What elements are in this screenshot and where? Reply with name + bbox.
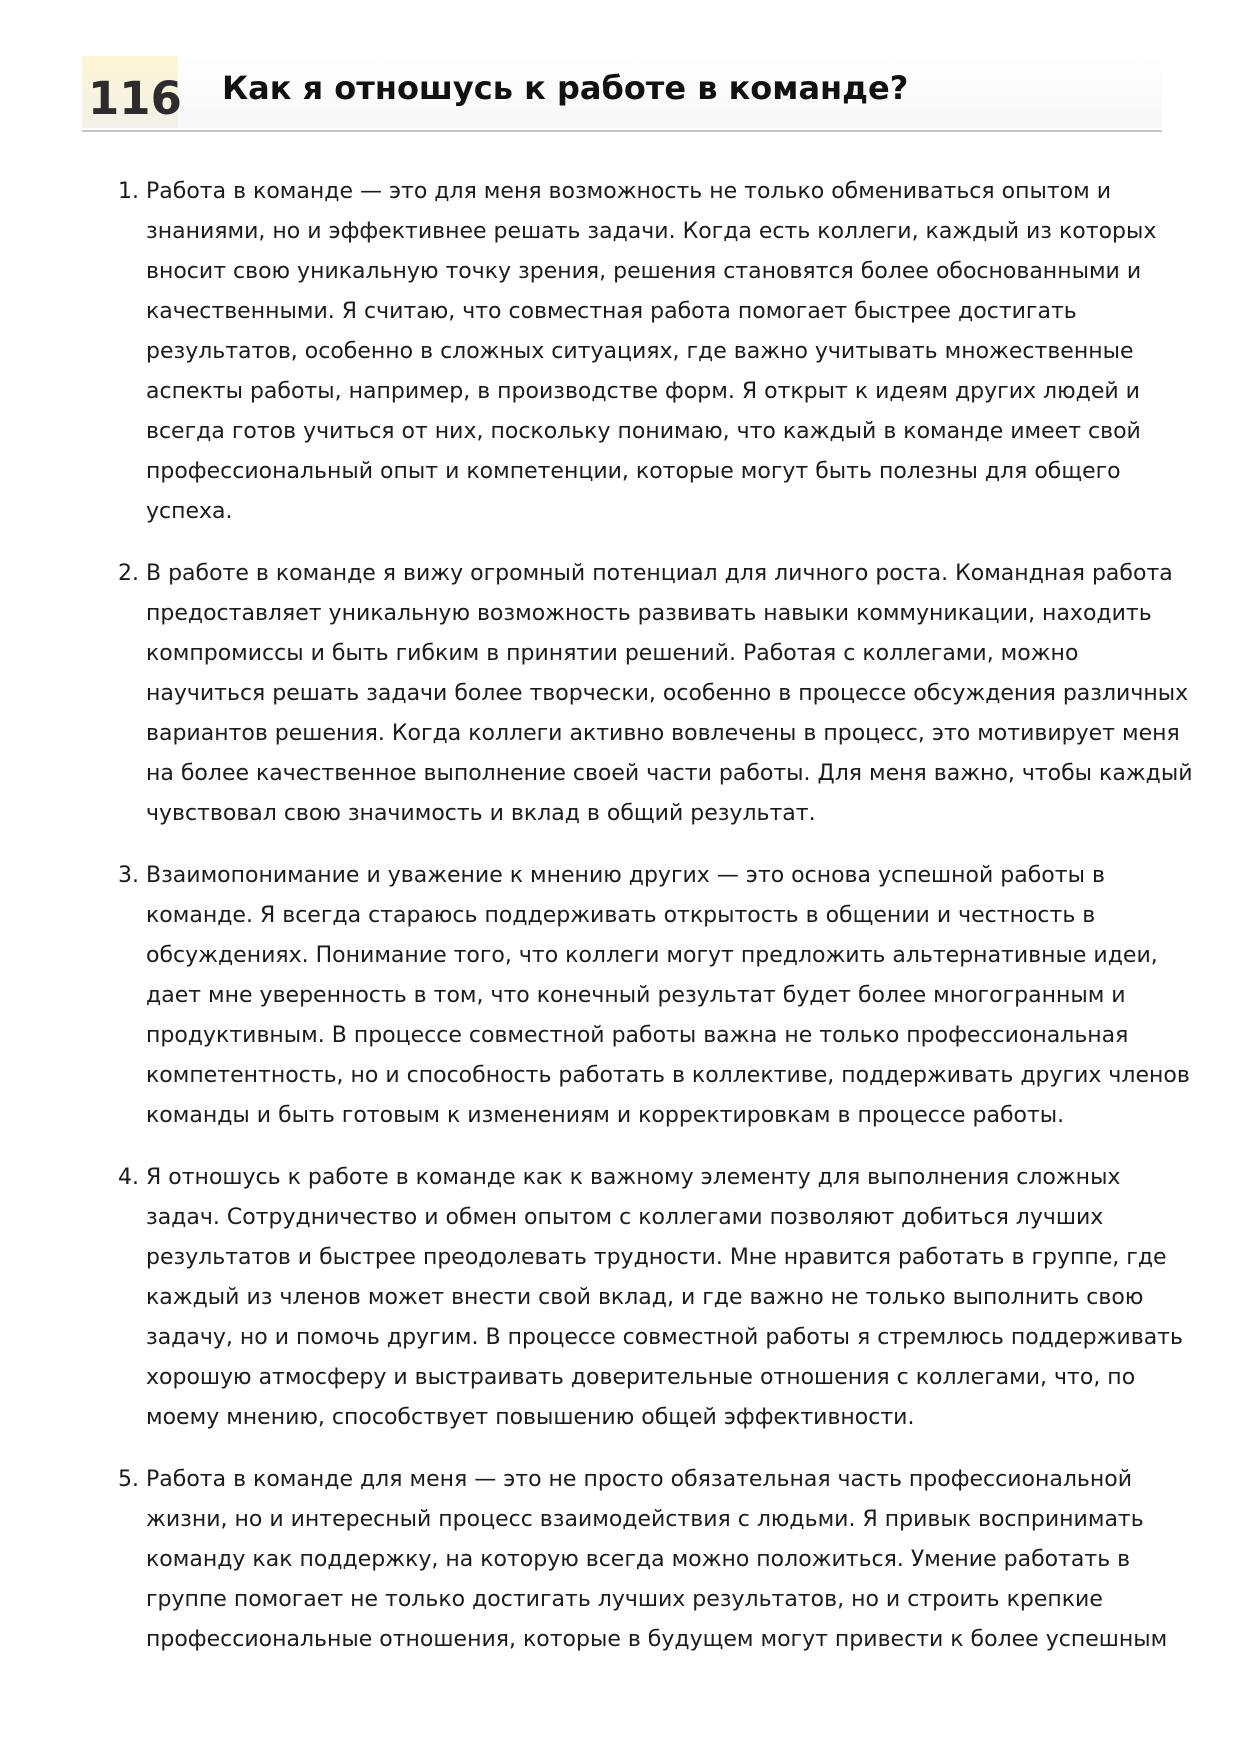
answer-text: В работе в команде я вижу огромный потенциал для личного роста. Командная работа предоставляет уникальную возможность развивать навыки коммуникации, находить компромиссы и быть гибким в принятии решений. Работая с коллегами, можно научиться решать задачи более творчески, особенно в процессе обсуждения различных вариантов решения. Когда коллеги активно вовлечены в процесс, это мотивирует меня на более качественное выполнение своей части работы. Для меня важно, чтобы каждый чувствовал свою значимость и вклад в общий результат.: [146, 561, 1193, 826]
answer-item: [118, 554, 1196, 834]
answer-number: 3.: [118, 863, 139, 888]
question-title: Как я отношусь к работе в команде?: [222, 69, 909, 107]
answer-text: Взаимопонимание и уважение к мнению других — это основа успешной работы в команде. Я всегда стараюсь поддерживать открытость в общении и честность в обсуждениях. Понимание того, что коллеги могут предложить альтернативные идеи, дает мне уверенность в том, что конечный результат будет более многогранным и продуктивным. В процессе совместной работы важна не только профессиональная компетентность, но и способность работать в коллективе, поддерживать других членов команды и быть готовым к изменениям и корректировкам в процессе работы.: [146, 863, 1190, 1128]
question-number: 116: [88, 72, 182, 125]
answer-item: [118, 1158, 1196, 1438]
answer-number: 1.: [118, 179, 139, 204]
question-header: [82, 56, 1162, 132]
answer-number: 5.: [118, 1467, 139, 1492]
answer-item: [118, 856, 1196, 1136]
answer-list: [118, 172, 1196, 1682]
answer-item: [118, 1460, 1196, 1660]
answer-text: Работа в команде — это для меня возможность не только обмениваться опытом и знаниями, но и эффективнее решать задачи. Когда есть коллеги, каждый из которых вносит свою уникальную точку зрения, решения становятся более обоснованными и качественными. Я считаю, что совместная работа помогает быстрее достигать результатов, особенно в сложных ситуациях, где важно учитывать множественные аспекты работы, например, в производстве форм. Я открыт к идеям других людей и всегда готов учиться от них, поскольку понимаю, что каждый в команде имеет свой профессиональный опыт и компетенции, которые могут быть полезны для общего успеха.: [146, 179, 1157, 524]
answer-text: Работа в команде для меня — это не просто обязательная часть профессиональной жизни, но и интересный процесс взаимодействия с людьми. Я привык воспринимать команду как поддержку, на которую всегда можно положиться. Умение работать в группе помогает не только достигать лучших результатов, но и строить крепкие профессиональные отношения, которые в будущем могут привести к более успешным: [146, 1467, 1168, 1652]
answer-text: Я отношусь к работе в команде как к важному элементу для выполнения сложных задач. Сотрудничество и обмен опытом с коллегами позволяют добиться лучших результатов и быстрее преодолевать трудности. Мне нравится работать в группе, где каждый из членов может внести свой вклад, и где важно не только выполнить свою задачу, но и помочь другим. В процессе совместной работы я стремлюсь поддерживать хорошую атмосферу и выстраивать доверительные отношения с коллегами, что, по моему мнению, способствует повышению общей эффективности.: [146, 1165, 1183, 1430]
answer-number: 4.: [118, 1165, 139, 1190]
question-number-box: [82, 56, 182, 128]
answer-number: 2.: [118, 561, 139, 586]
answer-item: [118, 172, 1196, 532]
